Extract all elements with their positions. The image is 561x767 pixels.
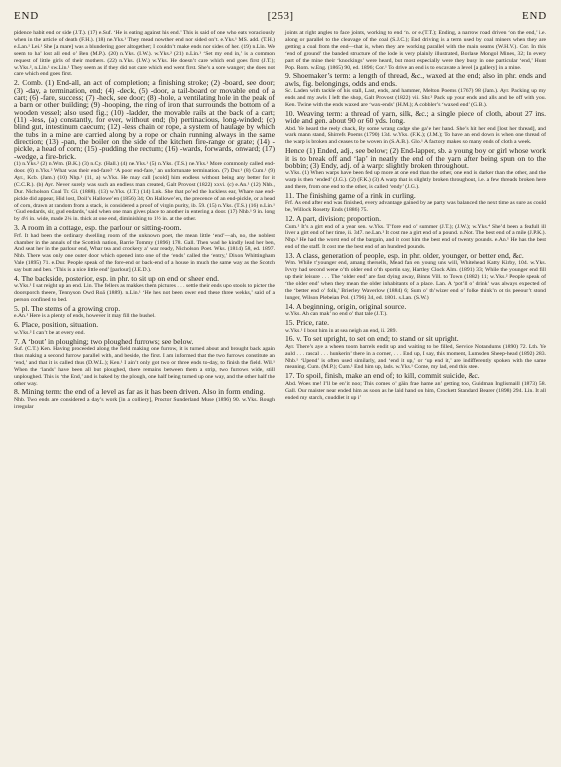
entry-paragraph: Cum.¹ It’s a girt end of a year sen. w.Yks. T’fore end o’ summer (J.T.); (J.W.); w.Yks.⁴ She’d been a feafull ill liver a girt end of her time, ii. 347. ne.Lan.¹ It cost me a girt end of a pound. n.Not. The best end of a mile (J.P.K.). Nhp.¹ He had the worst end of the bargain, and it cost him the best end of twenty pounds. e.An.¹ He has the best end of the staff. It cost me the best end of an hundred pounds. xyxy=(285,223,546,251)
entry-paragraph: w.Yks.¹ I sat reight up an end. Lin. The fellers as makkes them pictures . . . settle their ends upo stools to picter the doorsporch theere, Tennyson Owd Roä (1889). n.Lin.¹ ‘He hes not been ower end these three wekks,’ said of a person confined to bed. xyxy=(14,283,275,304)
entry-paragraph: 4. The backside, posterior, esp. in phr. to sit up on end or sheer end. xyxy=(14,274,219,284)
entry-paragraph: 6. Place, position, situation. xyxy=(14,320,99,330)
entry-paragraph: w.Yks. Ah can mak’ no end o’ that tale (J.T.). xyxy=(285,311,388,318)
entry-paragraph: 2. Comb. (1) End-all, an act of completion; a finishing stroke; (2) -board, see door; (3) -day, a termination, end; (4) -deck, (5) -door, a tail-board or movable end of a cart; (6) -fare, success; (7) -heck, see door; (8) -hole, a ventilating hole in the peak of a barn or other building; (9) -hooping, the ring of iron that surrounds the bottom of a wooden vessel; also used fig.; (10) -ladder, the movable rails at the back of a cart; (11) -less, (a) constantly, for ever, without end; (b) pertinacious, long-winded; (c) blind gut, intestinum caecum; (12) -less chain or rope, a system of haulage by which the tubs in a mine are carried along by a rope or chain running always in the same direction; (13) -pan, the boiler on the side of the kitchen fire-range or grate; (14) -pickle, a head of corn; (15) -pudding the rectum; (16) -wards, forwards, onward; (17) -wedge, a fire-brick. xyxy=(14,78,275,161)
entry-paragraph: w.Yks. (1) When warps have been fed up more at one end than the other, one end is darker than the other, and the warp is then ‘ended’ (J.G.). (2) (F.K.) (3) A warp that is slightly broken throughout, i.e. a few threads broken here and there, from one end to the other, is called ‘endy’ (J.G.). xyxy=(285,170,546,191)
entry-paragraph: Hence (1) Ended, adj., see below; (2) End-lapper, sb. a young boy or girl whose work it is to break off and ‘lap’ in neatly the end of the yarn after being spun on to the bobbin; (3) Endy, adj. of a warp: slightly broken throughout. xyxy=(285,146,546,170)
entry-paragraph: 13. A class, generation of people, esp. in phr. older, younger, or better end, &c. xyxy=(285,251,524,261)
entry-paragraph: 9. Shoemaker’s term: a length of thread, &c., waxed at the end; also in phr. ends and awls, fig. belongings, odds and ends. xyxy=(285,71,546,88)
entry-paragraph: 15. Price, rate. xyxy=(285,318,330,328)
entry-paragraph: 11. The finishing game of a rink in curling. xyxy=(285,191,416,200)
entry-paragraph: w.Yks.² I can’t be at every end. xyxy=(14,329,85,336)
page-header xyxy=(14,10,547,26)
entry-paragraph: (1) n.Yks.² (2) n.Wm. (B.K.) (3) n.Cy. (Hall.) (4) ne.Yks.¹ (5) n.Yks. (T.S.) ne.Yks.¹ More commonly called end-door. (6) n.Yks.² What was their end-fare? ‘A poor end-fare,’ an unfortunate termination. (7) Dur.¹ (8) Cum.¹ (9) Ayr., Kcb. (Jam.) (10) Nhp.¹ (11, a) w.Yks. He may call [scold] him endless without being any better for it (C.C.R.). (b) Ayr. Never surely was such an endless man created, Galt Provost (1822) xxvi. (c) e.An.¹ (12) Nhb., Dur. Nicholson Coal Tr. Gl. (1888). (13) w.Yks. (J.T.) (14) Lnk. She that po’ed the luckless ear, Whare nae end-pickle did appear, Hid lost, Doil’s Hallowe’en (1856) 34; On Hallowe’en, the precence of an end-pickle, or a head of corn, drawn at random from a stack, is considered a proof of virgin purity, ib. 59. (15) n.Yks. (T.S.) (16) n.Lin.¹ ‘Gud endards, sir, gud endards,’ said when one man gives place to another in entering a door. (17) Nhb.¹ 9 in. long by 4½ in. wide, made 2¼ in. thick at one end, diminishing to 1½ in. at the other. xyxy=(14,161,275,223)
entry-paragraph: Ayr. There’s aye a wheen toom barrels endit up and waiting to be filled, Service Notandums (1890) 72. Lth. Ye auld . . . rascal . . . hunkerin’ there in a corner, . . . End up, I say, this moment, Lumsden Sheep-head (1892) 283. Nhb.¹ ‘Upend’ is often used similarly, and ‘end it up,’ or ‘up end it,’ are indifferently spoken with the same meaning. Cum. (M.P.); Cum.¹ End him up, lads. w.Yks.¹ Come, my lad, end this stee. xyxy=(285,343,546,371)
entry-paragraph: 5. pl. The stems of a growing crop. xyxy=(14,304,121,314)
entry-paragraph: Nhb. Two ends are considered a day’s work [in a colliery], Proctor Sunderland Muse (1896) 90. w.Yks. Rough irregular xyxy=(14,396,275,410)
entry-paragraph: Frf. It had been the ordinary dwelling room of the unknown poet, the mean little ‘end’—ah, no, the noblest chamber in the annals of the Scottish nation, Barrie Tommy (1896) 178. Gall. Then wad he kindly lead her ben, And seat her in the parlour end, Whar tea and crockery a’ war ready, Nicholson Poet. Wks. (1814) 58, ed. 1897. Nhb. There was only one outer door which opened into one of the ‘ends’ called the ‘entry,’ Dixon Whittingham Vale (1895) 71. e.Dur. People speak of the fore-end or back-end of a house in much the same way as the Scotch say butt and ben. ‘This is a nice little end’ [parlour] (J.E.D.). xyxy=(14,232,275,274)
entry-paragraph: 16. v. To set upright, to set on end; to stand or sit upright. xyxy=(285,334,459,344)
entry-paragraph: Sc. Laden with tackle of his stall, Last, ends, and hammer, Melton Poems (1767) 98 (Jam.). Ayr. Packing up my ends and my awls I left the shop, Galt Provost (1822) vii. Shr.² Pack up your ends and alls and be off with you. Ken. Twine with the ends waxed are ‘wax-ends’ (H.M.); A cobbler’s ‘waxed end’ (G.B.). xyxy=(285,88,546,108)
entry-paragraph: 12. A part, division; proportion. xyxy=(285,214,381,224)
entry-paragraph: 10. Weaving term: a thread of yarn, silk, &c.; a single piece of cloth, about 27 ins. wide and gen. about 90 or 60 yds. long. xyxy=(285,108,546,126)
page-number: [253] xyxy=(267,10,294,22)
right-column xyxy=(285,30,546,411)
entry-paragraph: Abd. Woes me! I’ll be en’it noo; This comes o’ gäin frae hame an’ getting too, Guidman Inglismaill (1873) 58. Gall. Our maister near ended him as soon as he laid hand on him, Crockett Standard Bearer (1898) 294. Lin. It all ended my starch, cnuddlet it up i’ xyxy=(285,380,546,401)
entry-paragraph: 8. Mining term: the end of a level as far as it has been driven. Also in form ending. xyxy=(14,387,266,397)
text-columns xyxy=(14,30,547,411)
header-right-word: END xyxy=(521,10,547,22)
entry-paragraph: e.An.¹ Here is a plenty of ends, however it may fill the bushel. xyxy=(14,313,156,320)
entry-paragraph: Suf. (C.T.) Ken. Having proceeded along the field making one furrow, it is turned about and brought back again thus making a second furrow parallel with, and beside, the first. I am informed that the two furrows constitute an ‘end,’ and that it is called thus (D.W.L.); Ken.¹ I ain’t only got two or three ends to-day, to finish the field. Wil.¹ When the ‘lands’ have been all but ploughed, there remains between them a strip, two furrows wide, still unploughed. This is ‘the End,’ and is baked by the plough, one half being turned up one way, and the other half the other way. xyxy=(14,345,275,387)
entry-paragraph: 7. A ‘bout’ in ploughing; two ploughed furrows; see below. xyxy=(14,336,194,346)
entry-paragraph: 14. A beginning, origin, original source. xyxy=(285,301,407,311)
entry-paragraph: 3. A room in a cottage, esp. the parlour or sitting-room. xyxy=(14,223,182,233)
entry-paragraph: Wm. While t’younger end, amang thersells, Mead fan en young uns will, Whitehead Katty Kirby, 104. w.Yks. Ivvry had second wene o’th older end o’th sportin say, Hartley Clock Alm. (1891) 33; While the younger end fill up their leisure . . . The ‘older end’ are fast dying away, Binns Vill. to Town (1882) 11; w.Yks.² People speak of ‘the older end’ when they mean the older inhabitants of a place. Lan. A ‘pot’ll o’ drink’ was always expected of the ‘better end o’ folk,’ Brierley Waverlow (1884) 6; Sum o’ th’wizer end o’ folke think’n ot tis peeour’t stond lunger, Wilson Plebeian Pol. (1796) 34, ed. 1801. s.Lan. (S.W.) xyxy=(285,260,546,301)
entry-paragraph: 17. To spoil, finish, make an end of; to kill, commit suicide, &c. xyxy=(285,371,480,381)
entry-paragraph: pidence habit end or side (J.T.). (17) e.Suf. ‘He is eating against his end.’ This is said of one who eats voraciously when in the article of death (F.H.). (18) ne.Yks.¹ They mead nowther end nor sided on’t. e.Yks.¹ MS. add. (T.H.) e.Lan.¹ Lei.¹ She [a mare] was a blundering goer altogether; I couldn’t make ends nor sides of her. (19) n.Lin. We seem to ha’ lost all end o’ Ben (M.P.). (20) n.Yks. (I.W.). w.Yks.² (21) n.Lin.¹ ‘Set my end in,’ is a common request of little girls of their mothers. (22) n.Yks. (I.W.) w.Yks. He doesn’t care which end goes first (J.T.); w.Yks.², n.Lin.¹ sw.Lin.¹ They seem as if they did not care which end went first. She’s a sore wanger; she does not care which end goes first. xyxy=(14,30,275,78)
entry-paragraph: w.Yks.¹ I bout him in at sea neigh an end, ii. 289. xyxy=(285,327,397,334)
header-left-word: END xyxy=(14,10,40,22)
entry-paragraph: Frf. As end after end was finished, every advantage gained by ae party was balanced the next time as sure as could be, Willock Rosetty Ends (1886) 75. xyxy=(285,200,546,214)
entry-paragraph: Abd. Ye heard the reely chack, By some wrang cadge she ga’e her hand. She’s hit her end [lost her thread], and wark mann stand, Shirrefs Poems (1790) 134. w.Yks. (F.K.); (J.M.); To have an end down is when one thread of the warp is broken and ceases to be woven in (S.A.B.). Glo.¹ A factory makes so many ends of cloth a week. xyxy=(285,125,546,146)
entry-paragraph: joints at right angles to face joints, working to end ‘n. or e.(T.T.); Ending, a narrow road driven ‘on the end,’ i.e. along or parallel to the cleavage of the coal (S.J.C.); End driving is a term used by coal miners when they are getting a coal from the end—that is, when they are working parallel with the main seams (W.H.V.). Cor. In this ‘end of ground’ the banded structure of the lode is very plainly illustrated, Borlase Mongol Mines, 32; In every part of the mine their ‘knockings’ were heard, but most especially were they busy in one particular ‘end,’ Hunt Pop. Rom. w.Eng. (1865) 90, ed. 1896; Cor.¹ To drive an end is to excavate a level [a gallery] in a mine. xyxy=(285,30,546,71)
left-column xyxy=(14,30,275,411)
